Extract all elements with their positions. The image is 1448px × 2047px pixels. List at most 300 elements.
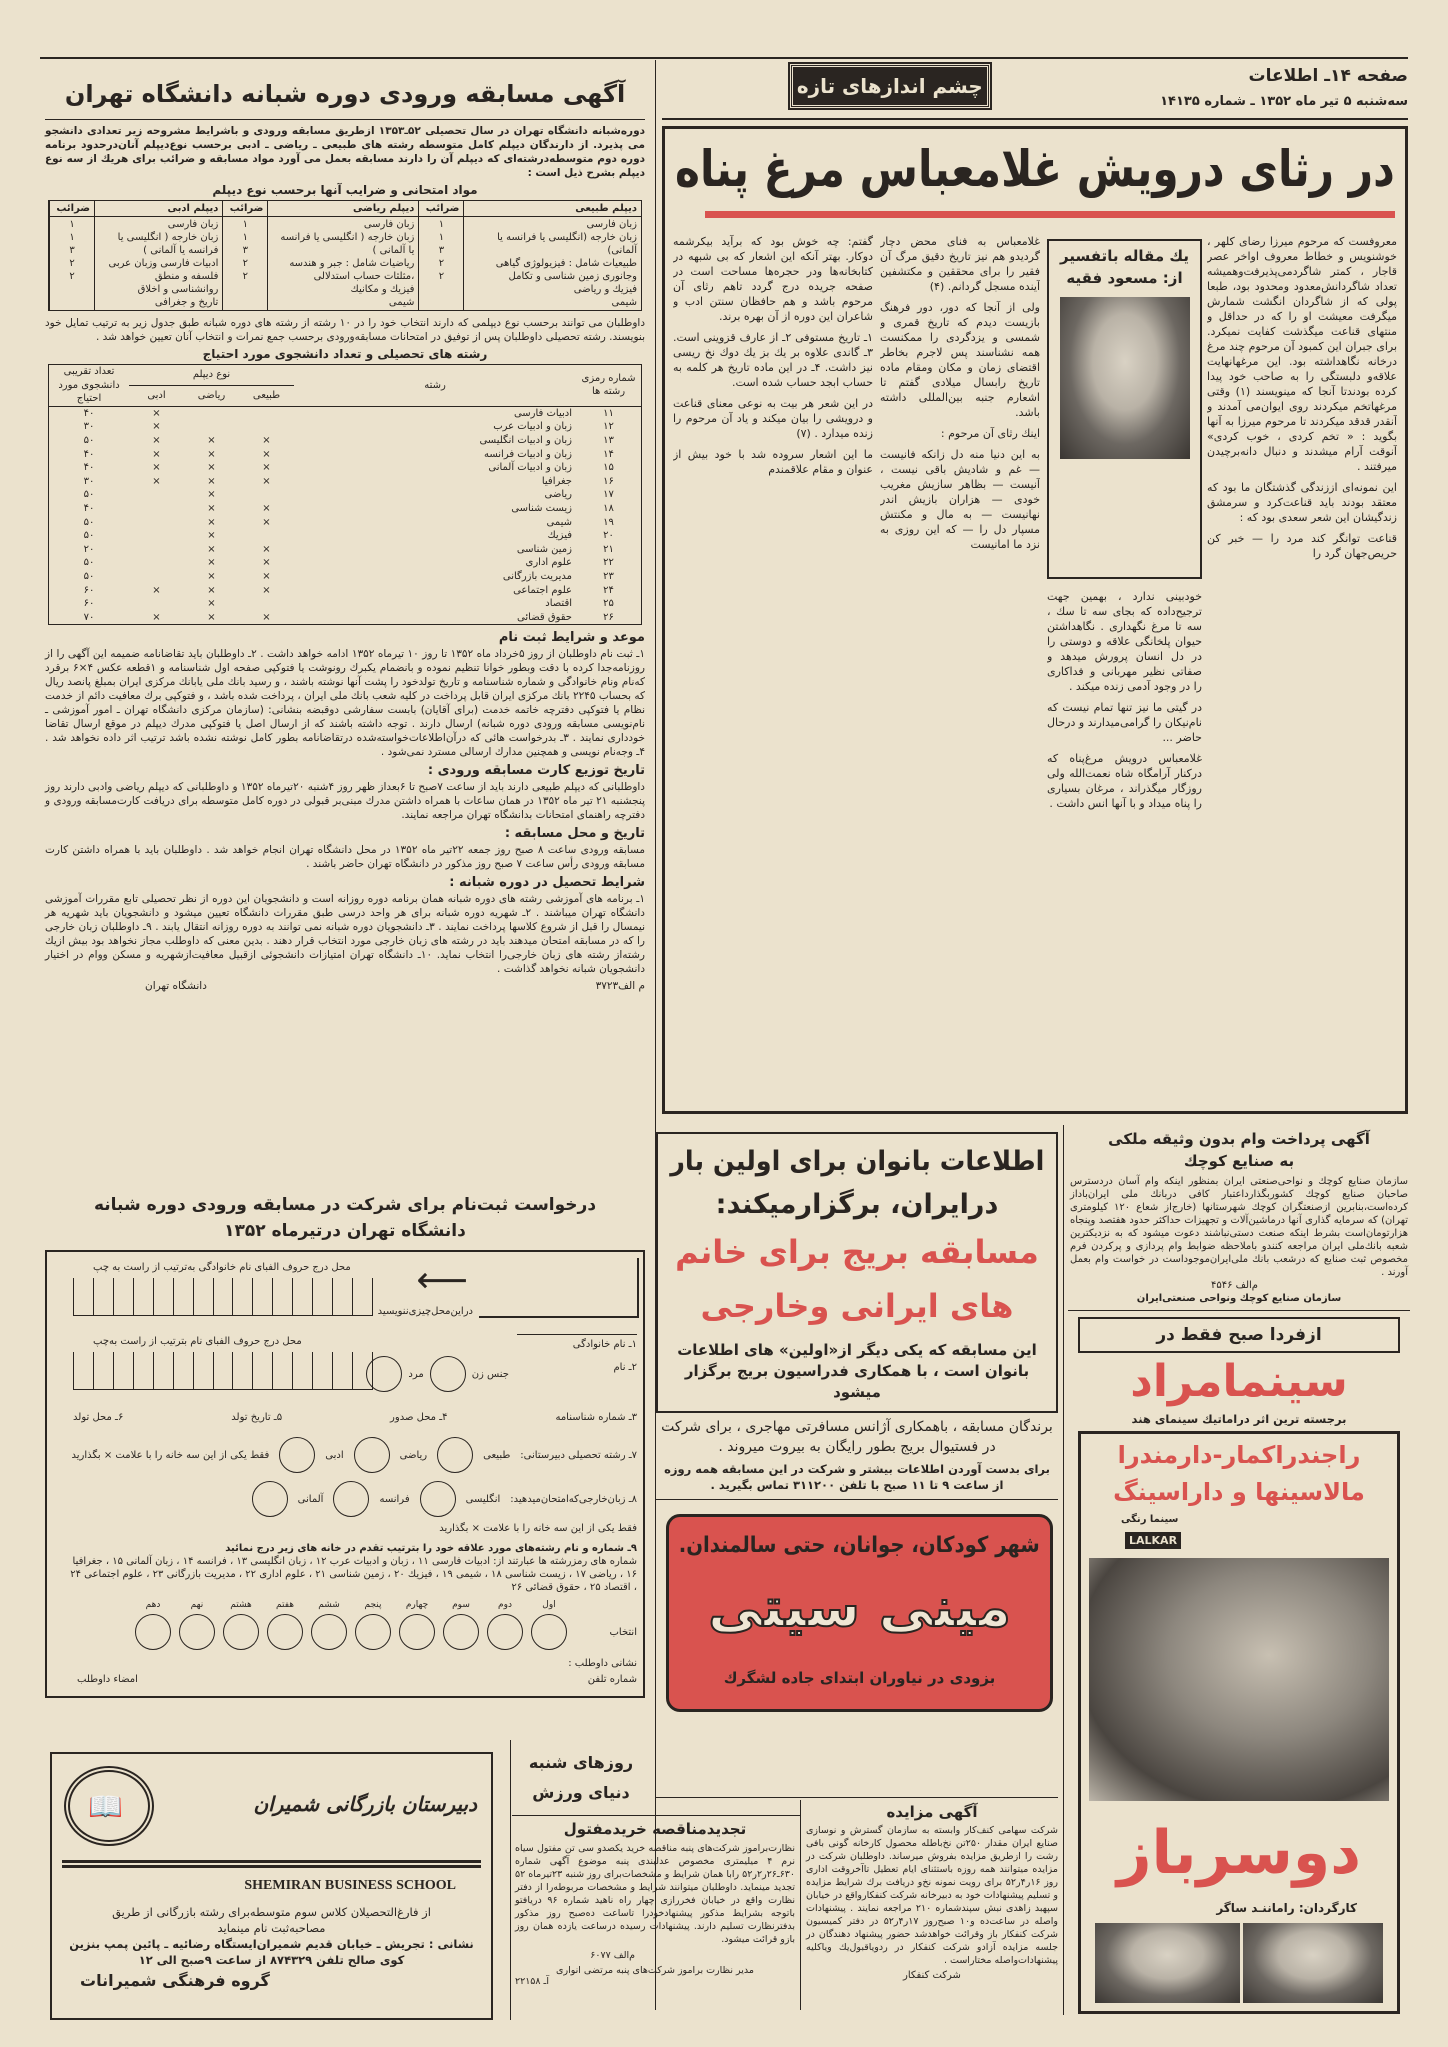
opt-lit: ادبی (325, 1449, 344, 1461)
cell-name: زیست شناسی (511, 502, 572, 514)
ordinal-label: نهم (190, 1600, 204, 1610)
cell-nat (239, 406, 294, 420)
cell-count: ۵۰ (83, 516, 95, 528)
divider (800, 1800, 801, 2010)
subject-item: فیزیك و ریاضی (573, 284, 637, 295)
school-text (60, 1904, 483, 1992)
table-row (49, 529, 641, 543)
section-body: داوطلبانی که دیپلم طبیعی دارند باید از ساعت ۷صبح تا ۶بعداز ظهر روز ۴شنبه ۲۰تیرماه ۱۳۵۲ و داوطلبانی که دیپلم ریاضی وادبی دارند روز پنجشنبه ۲۱ تیر ماه ۱۳۵۲ در همان ساعات با همراه داشتن مدرك مبنی‌بر قبولی در دوره کامل متوسطه برای دریافت کارت‌مسابقه ورودی و دفترچه راهنمای امتحانات بدانشگاه تهران مراجعه نمایند. (45, 781, 645, 822)
name-letter-boxes[interactable] (73, 1352, 373, 1390)
form-title (45, 1192, 645, 1244)
cell-name: اقتصاد (545, 598, 572, 610)
table-row (49, 584, 641, 598)
choice-note: داوطلبان می توانند برحسب نوع دیپلمی که دارند انتخاب خود را در ۱۰ رشته از رشته های دوره شبانه طبق جدول زیر به ترتیب تمایل خود بنویسند. رشته تحصیلی داوطلبان پس از توفیق در امتحانات مسابقه‌ورودی برحسب جمع نمرات و انتخاب آنان تعیین خواهد شد . (45, 317, 646, 343)
subject-item: ادبیات فارسی وزبان عربی فلسفه و منطق (108, 258, 219, 282)
article-paragraph: اینك رثای آن مرحوم : (940, 427, 1040, 440)
col-count: تعداد تقریبی دانشجوی مورد احتیاج (49, 365, 129, 406)
cell-count: ۶۰ (83, 584, 95, 596)
application-form (45, 1250, 645, 1698)
article-paragraph: غلامعباس درویش مرغ‌پناه که درکنار آرامگاه شاه نعمت‌الله ولی روزگار میگذراند ، مرغان بسیاری را پناه میداد و با آنها انس داشت . (1047, 752, 1202, 810)
contact-fields (568, 1656, 637, 1688)
divider (1063, 1125, 1064, 2015)
subjects-header: ضرائب (223, 201, 268, 217)
cell-code: ۲۰ (603, 530, 614, 542)
emblem-bar (62, 1860, 481, 1868)
cell-nat: × (262, 448, 271, 460)
cell-lit (129, 516, 184, 530)
loan-body: سازمان صنایع کوچك و نواحی‌صنعتی ایران بمنظور اینکه وام آسان دردسترس صاحبان صنایع کوچك کشوربگذارداعتبار کافی دربانك ملی ایران‌باداز کرده‌است،بنابرین ازصنعتگران کوچك شهرستانها (خارج‌از شعاع ۱۲۰ کیلومتری تهران) که سرمایه گذاری آنها درماشین‌آلات و تجهیزات حداکثر حدود هفتصد وپنجاه هزارتومان‌است بشرط اینکه صنعت دستی‌نباشند دعوت میشود که به نزدیکترین شعبه بانك‌ملی ایران مراجعه کنندو باملاحظه ضوابط وام پردازی و پرکردن فرم مخصوص ثبت صنایع که درشعب بانك ملی‌ایران‌موجوداست در خواست وام بعمل آورند . (1070, 1176, 1409, 1278)
section-body: مسابقه ورودی ساعت ۸ صبح روز جمعه ۲۲تیر ماه ۱۳۵۲ در محل دانشگاه تهران انجام خواهد شد . داوطلبان باید با همراه داشتن کارت مسابقه ورودی رأس ساعت ۷ صبح روز مذکور در دانشگاه تهران حاضر باشند . (45, 844, 646, 871)
cell-nat: × (262, 611, 271, 623)
tender-ref: م‌الف ۶۰۷۷ (590, 1950, 635, 1961)
article-paragraph: قناعت توانگر کند مرد را — خبر کن حریص‌جهان گرد را (1207, 532, 1397, 560)
col-code: شماره رمزی رشته ها (576, 365, 641, 406)
opt-natural: طبیعی (483, 1449, 511, 1461)
name-fields (517, 1334, 637, 1373)
cell-count: ۵۰ (83, 557, 95, 569)
bridge-contact: برای بدست آوردن اطلاعات بیشتر و شرکت در این مسابقه همه روزه از ساعت ۹ تا ۱۱ صبح با تلفن ۳۱۱۲۰۰ تماس بگیرید . (664, 1462, 1050, 1492)
ref-code: م الف۳۷۲۳ (595, 980, 645, 993)
cell-lit: × (152, 584, 161, 596)
cell-math (184, 406, 239, 420)
cell-lit: × (152, 462, 161, 474)
bridge-body1: این مسابقه که یکی دیگر از«اولین» های اطلاعات بانوان است ، با همکاری فدراسیون بریج برگزار میشود (677, 1341, 1037, 1401)
cell-nat: × (262, 502, 271, 514)
studio-logo: LALKAR (1125, 1532, 1181, 1549)
cell-name: جغرافیا (541, 475, 572, 487)
cell-lit: × (152, 448, 161, 460)
birth-date-label: ۵ـ تاریخ تولد (231, 1412, 283, 1423)
cell-code: ۱۶ (603, 475, 614, 487)
choice-circle[interactable] (487, 1614, 523, 1650)
language-label: ۸ـ زبان‌خارجی‌که‌امتحان‌میدهید: (510, 1493, 637, 1505)
fields-table (48, 364, 642, 625)
choice-circle[interactable] (531, 1614, 567, 1650)
bridge-ad-cont (656, 1413, 1058, 1499)
arrow-icon: ⟵ (416, 1260, 468, 1301)
cell-code: ۲۵ (603, 598, 614, 610)
table-row (49, 406, 641, 420)
surname-letters-label: محل درج حروف الفبای نام خانوادگی به‌ترتیب از راست به چپ (93, 1262, 351, 1273)
choice-circle[interactable] (179, 1614, 215, 1650)
ordinal-label: دوم (498, 1600, 512, 1610)
cell-lit: × (152, 421, 161, 433)
cast-line2: مالاسینها و داراسینگ (1113, 1478, 1365, 1506)
subject-item: شیمی (388, 297, 415, 308)
page-label: صفحه ۱۴ـ اطلاعات (1248, 66, 1408, 86)
table-row (49, 543, 641, 557)
subject-item: زبان خارجه ( انگلیسی یا فرانسه یا آلمانی ) (117, 232, 219, 256)
article-paragraph: در این شعر هر بیت به نوعی معنای قناعت و درویشی را بیان میکند و یاد آن مرحوم را زنده میدارد . (۷) (673, 397, 873, 440)
mini-city-line2: بزودی در نیاوران ابتدای جاده لشگرك (723, 1669, 996, 1687)
ordinal-label: هفتم (275, 1600, 294, 1610)
ordinal-label: پنجم (364, 1600, 382, 1610)
subject-item: تاریخ و جغرافی (154, 297, 219, 308)
article-paragraph: گفتم: چه خوش بود که برآید بیکرشمه دوکار. بهتر آنکه این اشعار که بی شبهه در کتابخانه‌ها ودر حجره‌ها مساحت است در صفحه جریده درج گردد تاهم رثای آن مرحوم باشد و هم حافظان سنتن ادب و شاعران این دوره از آن بهره برند. (673, 235, 873, 323)
section-heading: شرایط تحصیل در دوره شبانه : (449, 875, 645, 891)
headline-red-rule (705, 211, 1395, 218)
table-row (49, 461, 641, 475)
film-still-2 (1243, 1923, 1383, 2003)
subjects-heading: مواد امتحانی و ضرایب آنها برحسب نوع دیپلم (212, 183, 478, 197)
coef-item: ۲ (69, 271, 75, 282)
tomorrow-box: ازفردا صبح فقط در (1078, 1317, 1400, 1353)
school-group: گروه فرهنگی شمیرانات (80, 1971, 270, 1990)
university-ad-title: آگهی مسابقه ورودی دوره شبانه دانشگاه تهران (64, 80, 626, 108)
subjects-header: ضرائب (419, 201, 464, 217)
form-top (53, 1252, 643, 1437)
cell-math: × (207, 462, 216, 474)
cell-count: ۵۰ (83, 570, 95, 582)
opt-math: ریاضی (399, 1449, 428, 1461)
mini-city-ad (666, 1514, 1053, 1712)
author-photo (1060, 297, 1190, 459)
subject-item: شیمی (611, 297, 637, 308)
subjects-list (95, 217, 223, 311)
color-label: سینما رنگی (1121, 1514, 1179, 1525)
divider (510, 1740, 511, 2020)
coef-item: ۳ (242, 245, 249, 256)
cell-code: ۲۱ (603, 543, 614, 555)
cell-code: ۲۳ (603, 570, 614, 582)
coef-item: ۳ (69, 245, 75, 256)
table-row (49, 516, 641, 530)
table-row (49, 597, 641, 611)
cell-math: × (207, 448, 216, 460)
loan-ad (1070, 1128, 1408, 1305)
article-paragraph: در گیتی ما نیز تنها تمام نیست که نام‌نیکان را گرامی‌میدارند و درحال حاضر ... (1047, 701, 1202, 744)
reserved-box (479, 1258, 639, 1318)
english-checkbox[interactable] (420, 1481, 456, 1517)
school-ad (50, 1752, 493, 2020)
auction-body: شرکت سهامی کنف‌کار وابسته به سازمان گسترش و نوسازی صنایع ایران مقدار ۲۵۰تن نخ‌باطله محصول کارخانه گونی بافی رشت را ازطریق مزایده بفروش میرساند. داوطلبان شرکت در مزایده میتوانند همه روزه باستثنای ایام تعطیل تاآخروقت اداری روز ۱۶ر۴ر۵۲ برای رویت نمونه نخ‌و دریافت برك شرایط مزایده و تسلیم پیشنهادات خود به دبیرخانه شرکت کنفکارواقع در خیابان سپهبد زاهدی نبش سپندشماره ۲۱۰ مراجعه نمایند . پیشنهادات واصله در ساعت‌ده و۱۰ صبح‌روز ۱۷ر۴ر۵۲ در دفتر کمیسیون شرکت کنفکار باز وقرائت خواهدشد حضور پیشنهاد دهندگان در جلسه مزایده آزادو شرکت کنفکار در ردویاقبول‌یك ویاکلیه پیشنهادات‌واصله مختاراست . (806, 1825, 1059, 1966)
film-title: دوسرباز (1116, 1818, 1361, 1888)
cell-count: ۳۰ (83, 475, 95, 487)
divider (512, 1815, 800, 1816)
cell-name: زبان و ادبیات انگلیسی (479, 434, 572, 446)
cell-code: ۱۹ (603, 516, 614, 528)
name-letters-label: محل درج حروف الفبای نام بترتیب از راست به‌چپ (93, 1336, 302, 1347)
birth-place-label: ۶ـ محل تولد (73, 1412, 124, 1423)
film-director: کارگردان: راماننـد ساگر (1216, 1901, 1357, 1915)
opt-german: آلمانی (297, 1493, 324, 1505)
cell-code: ۱۱ (603, 407, 614, 419)
cell-math: × (207, 475, 216, 487)
book-icon: 📖 (88, 1790, 123, 1823)
coef-list (419, 217, 464, 311)
fields-heading: رشته های تحصیلی و تعداد دانشجوی مورد احتیاج (202, 347, 488, 361)
table-row (49, 420, 641, 434)
choices-field (67, 1542, 637, 1594)
cell-lit: × (152, 434, 161, 446)
natural-checkbox[interactable] (437, 1437, 473, 1473)
cell-nat: × (262, 584, 271, 596)
choices-label: ۹ـ شماره و نام رشته‌های مورد علاقه خود را بترتیب تقدم در خانه های زیر درج نمائید (225, 1543, 637, 1554)
section-heading: تاریخ و محل مسابقه : (504, 826, 645, 842)
school-phone: کوی صالح تلفن ۸۷۴۳۲۹ از ساعت ۹صبح الی ۱۲ (138, 1953, 405, 1967)
table-row (49, 570, 641, 584)
article-paragraph: این نمونه‌ای اززندگی گذشتگان ما بود که معتقد بودند باید قناعت‌کرد و سرمشق زندگیشان این شعر سعدی بود که : (1207, 481, 1397, 524)
article-paragraph: خودبینی ندارد ، بهمین جهت ترجیح‌داده که بجای سه تا سك ، سه تا مرغ نگهداری . نگاهداشتن حیوان پلخانگی علاقه و دوستی را در دل انسان پرورش میدهد و صفاتی نظیر مهربانی و فداکاری را در وجود آدمی زنده میکند . (1047, 590, 1202, 693)
coef-item: ۲ (69, 258, 75, 269)
coef-list (223, 217, 268, 311)
id-number-label: ۳ـ شماره شناسنامه (555, 1412, 637, 1423)
gender-label: جنس زن (471, 1368, 509, 1380)
issue-place-label: ۴ـ محل صدور (390, 1412, 448, 1423)
university-ad (45, 76, 645, 1188)
coef-list (50, 217, 95, 311)
article-paragraph: به این دنیا منه دل زانکه فانیست — غم و شادیش باقی نیست ، آنیست — بظاهر سازیش مغریب خودی — هزاران بازیش اندر نهانیست — به مال و مکنتش مسپار دل را — که این روزی به نزد ما امانیست (880, 448, 1040, 551)
codes-note: شماره های رمزرشته ها عبارتند از: ادبیات فارسی ۱۱ ، زبان و ادبیات عرب ۱۲ ، زبان انگلیسی ۱۳ ، فرانسه ۱۴ ، زبان آلمانی ۱۵ ، جغرافیا ۱۶ ، ریاضی ۱۷ ، زیست شناسی ۱۸ ، شیمی ۱۹ ، فیزیك ۲۰ ، زمین شناسی ۲۱ ، علوم اداری ۲۲ ، مدیریت بازرگانی ۲۳ ، علوم اجتماعی ۲۴ ، اقتصاد ۲۵ ، حقوق قضائی ۲۶ (70, 1556, 637, 1593)
bridge-body2: برندگان مسابقه ، باهمکاری آژانس مسافرتی مهاجری ، برای شرکت در فستیوال بریج بطور رایگان به بیروت میروند . (661, 1419, 1053, 1455)
subject-item: طبیعیات شامل : فیزیولوژی گیاهی وجانوری زمین شناسی و تکامل (495, 258, 637, 282)
subjects-header: دیپلم ریاضی (268, 201, 419, 217)
ordinal-label: هشتم (230, 1600, 252, 1610)
right-lower-column (1070, 1128, 1408, 2014)
choice-circle[interactable] (311, 1614, 347, 1650)
language-field (67, 1481, 637, 1534)
auction-title: آگهی مزایده (886, 1803, 978, 1821)
tender-ad (515, 1820, 795, 1987)
female-checkbox[interactable] (430, 1356, 466, 1392)
subject-item: زبان فارسی (167, 219, 219, 230)
address-label: نشانی داوطلب : (568, 1658, 637, 1669)
subject-item: زبان خارجه (انگلیسی یا فرانسه یا آلمانی) (497, 232, 637, 256)
cell-lit (129, 502, 184, 516)
table-row (49, 611, 641, 625)
col-natural: طبیعی (239, 385, 294, 406)
divider (1068, 1310, 1410, 1311)
section-heading: موعد و شرایط ثبت نام (498, 630, 645, 646)
article-paragraph: غلامعباس به فنای محض دچار گردیدو هم نیز تاریخ دقیق مرگ آن فقیر را برای محققین و مکتشفین آینده مسجل گردانم. (۴) (880, 235, 1040, 293)
divider (656, 1797, 1058, 1798)
coef-item: ۲ (438, 271, 445, 282)
coef-item: ۱ (242, 219, 249, 230)
column-divider (655, 60, 656, 2010)
french-checkbox[interactable] (333, 1481, 369, 1517)
table-row (49, 448, 641, 462)
cinema-tagline: برجسته ترین اثر دراماتیك سینمای هند (1131, 1412, 1347, 1426)
coef-item: ۱ (69, 219, 75, 230)
subject-item: ریاضیات شامل : جبر و هندسه ،مثلثات حساب استدلالی (289, 258, 415, 282)
loan-title-2: به صنایع کوچك (1183, 1152, 1295, 1170)
film-still-1 (1095, 1923, 1240, 2003)
sports-line1: روزهای شنبه (528, 1753, 634, 1772)
surname-letter-boxes[interactable] (73, 1278, 373, 1316)
cell-math: × (207, 570, 216, 582)
name-field-label: ۲ـ نام (613, 1362, 637, 1373)
ordinal-label: ششم (318, 1600, 340, 1610)
article-author: از: مسعود فقیه (1066, 269, 1183, 287)
tender-title: تجدیدمناقصه خریدمفتول (563, 1820, 747, 1838)
cell-lit (129, 543, 184, 557)
cell-math: × (207, 611, 216, 623)
subject-item: فیزیك و مکانیك (350, 284, 415, 295)
university-ad-footer (45, 980, 645, 992)
choice-circle[interactable] (223, 1614, 259, 1650)
cell-nat: × (262, 475, 271, 487)
left-column (45, 76, 645, 1698)
table-row (49, 434, 641, 448)
choice-circle[interactable] (399, 1614, 435, 1650)
cell-nat (239, 420, 294, 434)
bridge-line1: اطلاعات بانوان برای اولین بار (669, 1146, 1044, 1177)
coef-item: ۲ (242, 271, 249, 282)
subjects-header: دیپلم طبیعی (464, 201, 641, 217)
section-logo: چشم اندازهای تازه (797, 74, 983, 98)
cell-lit: × (152, 475, 161, 487)
cell-name: علوم اجتماعی (513, 584, 572, 596)
choice-circle[interactable] (267, 1614, 303, 1650)
sports-teaser (515, 1748, 647, 1808)
cell-count: ۷۰ (83, 611, 95, 623)
ordinal-label: دهم (145, 1600, 161, 1610)
loan-ref: م‌الف ۴۵۴۶ (1210, 1280, 1258, 1291)
signature: دانشگاه تهران (145, 980, 207, 993)
cell-count: ۴۰ (83, 448, 95, 460)
male-checkbox[interactable] (366, 1356, 402, 1392)
tender-signature: مدیر نظارت براموز شرکت‌های پنبه مرتضی انواری (556, 1965, 754, 1976)
cell-name: زمین شناسی (516, 543, 572, 555)
table-row (49, 488, 641, 502)
cell-lit (129, 529, 184, 543)
cell-lit (129, 556, 184, 570)
cell-nat: × (262, 516, 271, 528)
choice-circle[interactable] (443, 1614, 479, 1650)
cell-count: ۲۰ (83, 543, 95, 555)
subject-item: روانشناسی و اخلاق (137, 284, 219, 295)
cell-nat: × (262, 557, 271, 569)
subjects-list (268, 217, 419, 311)
article-paragraph: ولی از آنجا که دور، دور فرهنگ بازیست دیدم که تاریخ قمری و شمسی و یزدگردی را ممکنست همه نشناسند پس لاجرم بخاطر اقتضای زمان و مکان ومقام ماده تاریخ رابسال میلادی گفتم تا اشعارم جنبه بین‌المللی داشته باشد. (880, 301, 1040, 419)
article-headline-wrap (675, 137, 1395, 213)
cell-nat (239, 488, 294, 502)
school-body: از فارغ‌التحصیلان کلاس سوم متوسطه‌برای رشته بازرگانی از طریق مصاحبه‌ثبت نام مینماید (112, 1905, 431, 1935)
mark-note: فقط یکی از این سه خانه را با علامت × بگذارید (71, 1449, 270, 1461)
ordinal-label: اول (542, 1600, 556, 1610)
cell-lit (129, 597, 184, 611)
cell-count: ۵۰ (83, 489, 95, 501)
ordinal-label: چهارم (405, 1600, 429, 1610)
cell-name: فیزیك (547, 530, 572, 542)
cell-name: ادبیات فارسی (513, 407, 572, 419)
school-name-en: SHEMIRAN BUSINESS SCHOOL (244, 1878, 456, 1893)
cell-count: ۴۰ (83, 462, 95, 474)
table-row (49, 502, 641, 516)
cell-nat: × (262, 570, 271, 582)
cell-name: حقوق قضائی (517, 611, 572, 623)
school-address: نشانی : تجریش ـ خیابان قدیم شمیران‌ایستگاه رضائیه ـ پائین پمپ بنزین (69, 1937, 474, 1951)
cell-math: × (207, 516, 216, 528)
poster-image (1089, 1558, 1389, 1801)
article-column-3 (880, 234, 1040, 1104)
tender-code: آـ ۲۲۱۵۸ (515, 1976, 549, 1987)
diploma-label: ۷ـ رشته تحصیلی دبیرستانی: (520, 1449, 637, 1461)
lit-checkbox[interactable] (279, 1437, 315, 1473)
opt-french: فرانسه (379, 1493, 410, 1505)
cell-math: × (207, 584, 216, 596)
divider (656, 1499, 1058, 1500)
top-rule (40, 57, 1408, 59)
section-heading: تاریخ توزیع کارت مسابقه ورودی : (427, 763, 645, 779)
signature-label: امضاء داوطلب (77, 1674, 138, 1685)
cell-nat: × (262, 434, 271, 446)
subjects-header: ضرائب (50, 201, 95, 217)
mini-city-line1: شهر کودکان، جوانان، حتی سالمندان. (679, 1533, 1040, 1558)
coef-item: ۲ (438, 258, 445, 269)
article-column-1 (1207, 234, 1397, 1104)
col-diploma: نوع دیپلم (129, 365, 294, 385)
sports-line2: دنیای ورزش (532, 1783, 630, 1802)
coef-item: ۱ (242, 232, 249, 243)
cell-code: ۱۷ (603, 489, 614, 501)
cell-name: زبان و ادبیات فرانسه (483, 448, 572, 460)
cell-name: ریاضی (544, 489, 572, 501)
auction-ad (806, 1803, 1058, 1981)
cell-nat (239, 529, 294, 543)
cell-lit: × (152, 407, 161, 419)
do-not-write-label: دراین‌محل‌چیزی‌ننویسید (377, 1306, 473, 1317)
bridge-red-line1: مسابقه بریج برای خانم (675, 1233, 1039, 1271)
cell-count: ۵۰ (83, 434, 95, 446)
article-paragraph: ۱ـ تاریخ مستوفی ۲ـ از عارف قزوینی است. ۳ـ گاندی علاوه بر یك بز یك دوك نخ ریسی نیز داشت. ۴ـ در این ماده تاریخ هر کلمه به حساب ابجد حساب شده است. (673, 331, 873, 389)
section-logo-box (790, 64, 990, 108)
cell-nat: × (262, 462, 271, 474)
form-title-line1: درخواست ثبت‌نام برای شرکت در مسابقه ورودی دوره شبانه (93, 1195, 597, 1215)
cast-line1: راجندراکمار-دارمندرا (1117, 1441, 1361, 1469)
choice-circle[interactable] (355, 1614, 391, 1650)
cell-nat (239, 597, 294, 611)
cell-count: ۴۰ (83, 407, 95, 419)
cell-count: ۶۰ (83, 598, 95, 610)
bridge-line2: درایران، برگزارمیکند: (715, 1189, 999, 1220)
opt-english: انگلیسی (465, 1493, 501, 1505)
coef-item: ۳ (438, 245, 445, 256)
col-lit: ادبی (129, 385, 184, 406)
male-label: مرد (408, 1368, 424, 1380)
auction-signature: شرکت کنفکار (903, 1970, 961, 1981)
choice-circle[interactable] (135, 1614, 171, 1650)
date-line: سه‌شنبه ۵ تیر ماه ۱۳۵۲ ـ شماره ۱۴۱۳۵ (1160, 94, 1408, 109)
subjects-header: دیپلم ادبی (95, 201, 223, 217)
phone-label: شماره تلفن (587, 1674, 637, 1685)
math-checkbox[interactable] (354, 1437, 390, 1473)
col-math: ریاضی (184, 385, 239, 406)
table-row (49, 556, 641, 570)
cell-math: × (207, 434, 216, 446)
col-field: رشته (294, 365, 576, 406)
subjects-list (464, 217, 641, 311)
cell-name: زبان و ادبیات عرب (493, 421, 572, 433)
section-body: ۱ـ برنامه های آموزشی رشته های دوره شبانه همان برنامه دوره روزانه است و دانشجویان این دوره از نظر تحصیلی تابع مقررات آموزشی دانشگاه تهران میباشند . ۲ـ شهریه دوره شبانه برای هر واحد درسی طبق مقررات دانشگاه تعیین میشود و دانشجویان باید شهریه هر نیمسال را قبل از شروع کلاسها پرداخت نمایند . ۳ـ دانشجویان دوره شبانه نمی توانند به دوره روزانه انتقال یابند . ۹ـ داوطلبان زبان خارجی را که در مسابقه امتحان میدهند باید در رشته های زبان خارجی مورد انتخاب قرار دهند . بدین معنی که داوطلب مجاز نخواهد بود بیش ازیك رشته‌از رشته های زبان خارجی‌را انتخاب نماید. ۱۰ـ دانشگاه تهران امتیازات دانشجوئی ازقبیل معافیت‌ازشهریه و مسکن ووام در اختیار دانشجویان شبانه نخواهد گذاشت . (45, 893, 645, 976)
cinema-name: سینمامراد (1130, 1356, 1348, 1407)
surname-field-label: ۱ـ نام خانوادگی (572, 1339, 637, 1350)
cell-name: مدیریت بازرگانی (502, 570, 572, 582)
coef-item: ۱ (438, 219, 445, 230)
mini-city-logo: مینی سیتی (708, 1576, 1011, 1639)
registration-sections (45, 629, 645, 976)
cell-count: ۴۰ (83, 502, 95, 514)
cell-code: ۱۲ (603, 421, 614, 433)
german-checkbox[interactable] (252, 1481, 288, 1517)
masthead (1108, 66, 1408, 109)
id-fields (73, 1412, 637, 1423)
contact-row (67, 1656, 637, 1688)
cell-code: ۱۵ (603, 462, 614, 474)
cell-code: ۱۳ (603, 434, 614, 446)
cell-code: ۲۶ (603, 611, 614, 623)
cell-count: ۳۰ (83, 421, 95, 433)
